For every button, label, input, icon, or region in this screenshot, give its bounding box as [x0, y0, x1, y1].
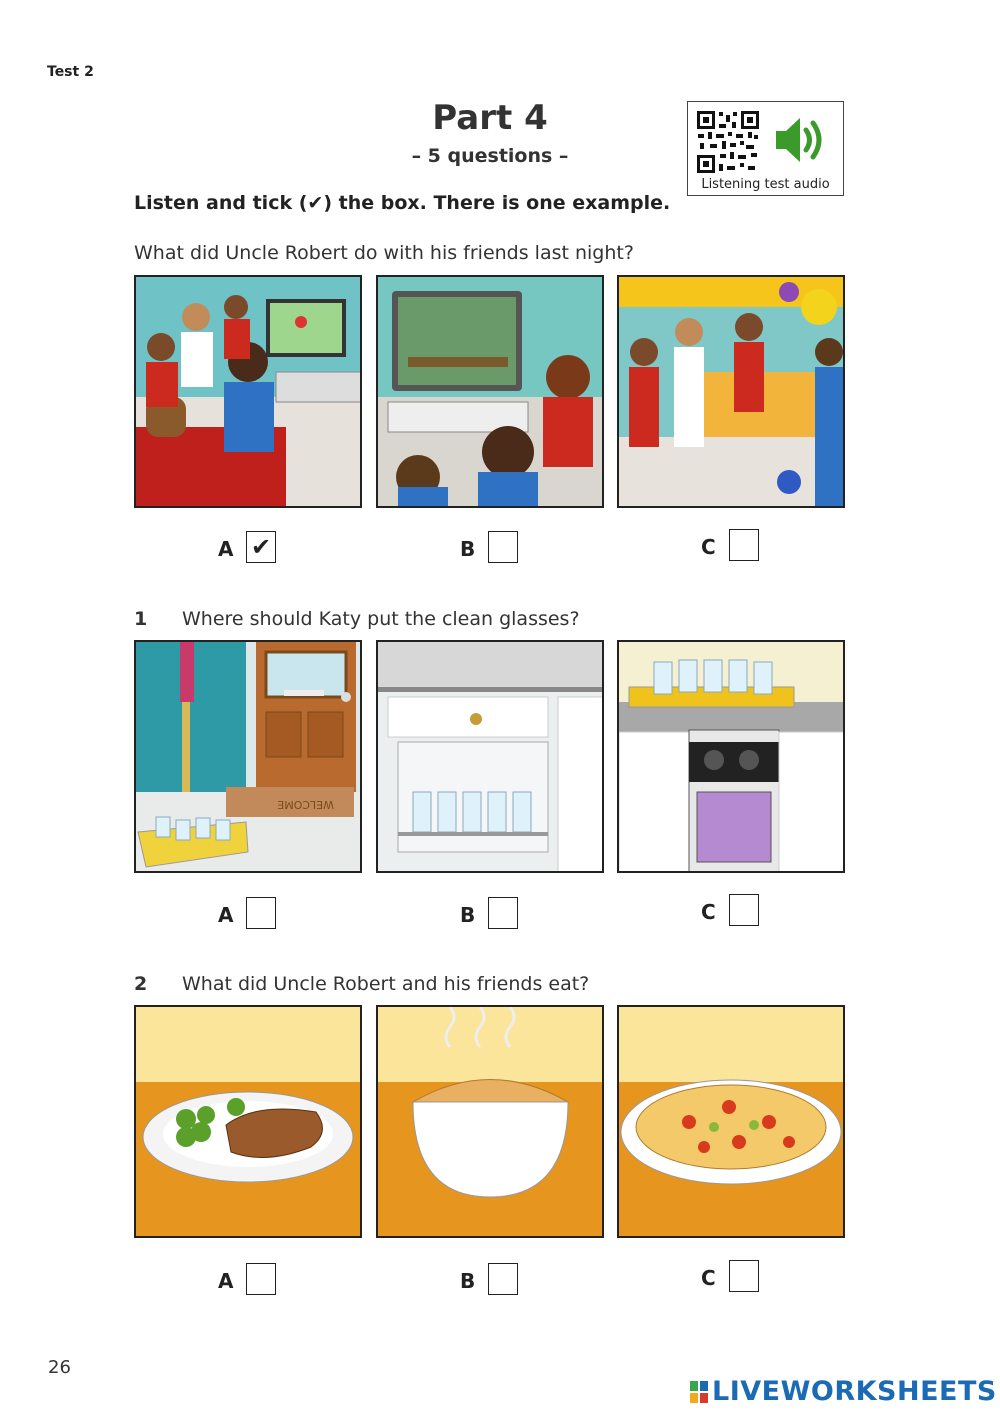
- picture-watching-football: [134, 275, 362, 508]
- audio-caption: Listening test audio: [701, 177, 830, 192]
- question-number: 1: [134, 608, 148, 630]
- picture-glasses-on-cooker: [617, 640, 845, 873]
- option-label: A: [218, 903, 234, 927]
- page-number: 26: [48, 1357, 71, 1378]
- option-label: C: [701, 1266, 716, 1290]
- option-label: A: [218, 1269, 234, 1293]
- tick-box-2-c[interactable]: [729, 1260, 759, 1292]
- picture-pizza: [617, 1005, 845, 1238]
- option-label: C: [701, 900, 716, 924]
- test-label: Test 2: [47, 64, 94, 80]
- instruction: Listen and tick (✔) the box. There is one example.: [134, 192, 671, 214]
- brand-text: LIVEWORKSHEETS: [712, 1376, 997, 1407]
- question-number: 2: [134, 973, 148, 995]
- option-label: B: [460, 537, 476, 561]
- question-1: [134, 608, 834, 634]
- tick-box-2-b[interactable]: [488, 1263, 518, 1295]
- tick-box-1-a[interactable]: [246, 897, 276, 929]
- picture-video-game: [376, 275, 604, 508]
- tick-box-example-b: [488, 531, 518, 563]
- welcome-mat-text: WELCOME: [277, 798, 334, 811]
- option-label: B: [460, 1269, 476, 1293]
- picture-glasses-in-cupboard: [376, 640, 604, 873]
- brand-logo[interactable]: [690, 1376, 997, 1407]
- picture-party: [617, 275, 845, 508]
- part-title: Part 4: [432, 98, 548, 138]
- liveworksheets-logo-icon: [690, 1381, 708, 1403]
- option-label: C: [701, 535, 716, 559]
- part-subtitle: – 5 questions –: [411, 145, 569, 167]
- picture-glasses-by-door: [134, 640, 362, 873]
- picture-steak-and-peas: [134, 1005, 362, 1238]
- question-text: Where should Katy put the clean glasses?: [182, 608, 580, 630]
- question-text: What did Uncle Robert and his friends eat?: [182, 973, 590, 995]
- option-label: A: [218, 537, 234, 561]
- tick-box-example-a: ✔: [246, 531, 276, 563]
- question-example: [134, 242, 834, 268]
- question-text: What did Uncle Robert do with his friends last night?: [134, 242, 634, 264]
- tick-box-example-c: [729, 529, 759, 561]
- speaker-icon: [772, 112, 832, 168]
- tick-box-1-c[interactable]: [729, 894, 759, 926]
- picture-noodles: [376, 1005, 604, 1238]
- tick-box-2-a[interactable]: [246, 1263, 276, 1295]
- audio-button[interactable]: [687, 101, 844, 196]
- qr-code-icon: [696, 110, 760, 174]
- question-2: [134, 973, 834, 999]
- option-label: B: [460, 903, 476, 927]
- tick-box-1-b[interactable]: [488, 897, 518, 929]
